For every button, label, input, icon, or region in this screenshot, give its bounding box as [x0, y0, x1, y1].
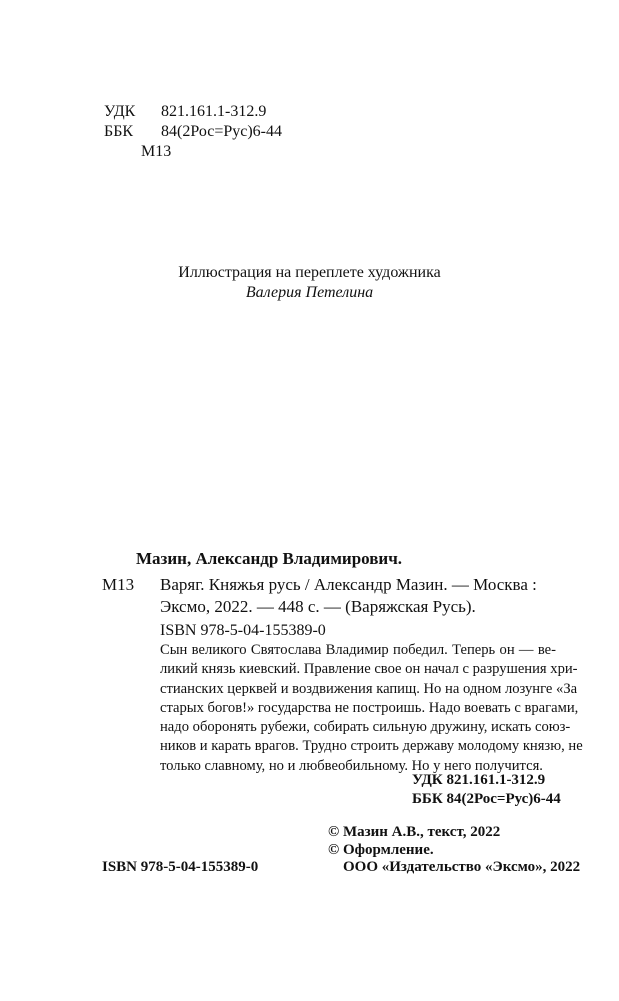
- copyright-publisher: ООО «Издательство «Эксмо», 2022: [343, 859, 581, 875]
- annotation-line: ликий князь киевский. Правление свое он начал с разрушения хри-: [160, 661, 578, 678]
- bbk-label: ББК: [104, 123, 134, 140]
- bbk-value: 84(2Рос=Рус)6-44: [161, 123, 283, 140]
- annotation-line: ников и карать врагов. Трудно строить державу молодому князю, не: [160, 738, 583, 755]
- udk-value: 821.161.1-312.9: [161, 103, 267, 120]
- illustration-artist: Валерия Петелина: [245, 284, 374, 301]
- annotation-line: Сын великого Святослава Владимир победил. Теперь он — ве-: [160, 642, 556, 658]
- udk-bottom: УДК 821.161.1-312.9: [412, 772, 546, 788]
- author-heading: Мазин, Александр Владимирович.: [136, 549, 403, 568]
- udk-label: УДК: [104, 103, 136, 120]
- author-mark-top: М13: [141, 143, 172, 160]
- author-mark: М13: [102, 575, 135, 594]
- annotation-line: старых богов!» государства не построишь. Надо воевать с врагами,: [160, 699, 579, 716]
- annotation-line: стианских церквей и воздвижения капищ. Но на одном лозунге «За: [160, 680, 578, 697]
- annotation: [160, 641, 583, 776]
- title-line-2: Эксмо, 2022. — 448 с. — (Варяжская Русь).: [160, 597, 476, 616]
- copyright-design: © Оформление.: [328, 842, 434, 858]
- illustration-credit: Иллюстрация на переплете художника: [178, 264, 441, 281]
- copyright-text: © Мазин А.В., текст, 2022: [328, 824, 501, 840]
- bbk-bottom: ББК 84(2Рос=Рус)6-44: [412, 791, 561, 807]
- isbn-bottom: ISBN 978-5-04-155389-0: [102, 859, 259, 875]
- annotation-line: только славному, но и любвеобильному. Но у него получится.: [160, 757, 543, 774]
- title-line-1: Варяг. Княжья русь / Александр Мазин. — Москва :: [160, 575, 537, 594]
- annotation-line: надо оборонять рубежи, собирать сильную дружину, искать союз-: [160, 719, 571, 736]
- record-isbn: ISBN 978-5-04-155389-0: [160, 622, 326, 639]
